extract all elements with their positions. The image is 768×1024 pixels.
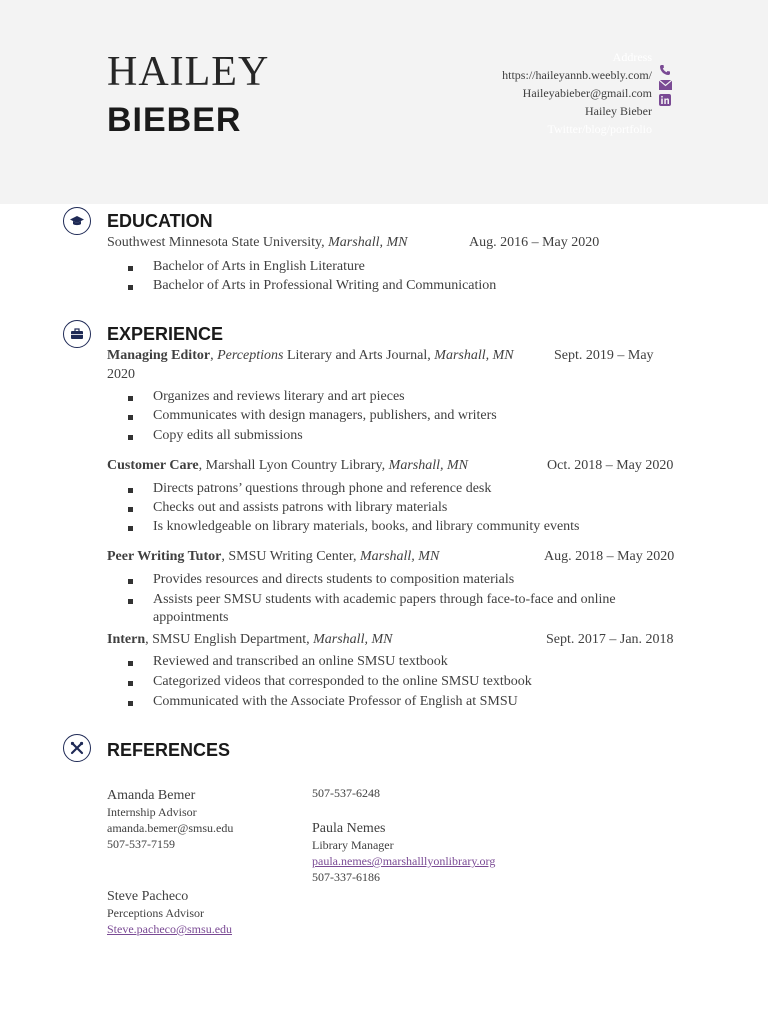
list-item-continued: appointments (153, 610, 229, 625)
job-header-customer-care: Customer Care, Marshall Lyon Country Library, Marshall, MN (107, 458, 468, 473)
phone-icon (659, 64, 671, 76)
job-dates-continued: 2020 (107, 367, 135, 382)
reference-extra-phone: 507-537-6248 (312, 786, 380, 800)
job-dates: Sept. 2019 – May (554, 348, 654, 363)
job-dates: Sept. 2017 – Jan. 2018 (546, 632, 674, 647)
contact-twitter[interactable]: Twitter/blog/portfolio (547, 122, 652, 136)
reference-paula: Paula Nemes Library Manager paula.nemes@marshalllyonlibrary.org 507-337-6186 (312, 821, 496, 884)
contact-block (502, 48, 652, 138)
contact-linkedin[interactable]: Hailey Bieber (585, 104, 652, 118)
education-dates: Aug. 2016 – May 2020 (469, 235, 600, 250)
job-dates: Aug. 2018 – May 2020 (544, 549, 675, 564)
experience-title: EXPERIENCE (107, 324, 224, 344)
job-dates: Oct. 2018 – May 2020 (547, 458, 674, 473)
job-header-managing-editor: Managing Editor, Perceptions Literary and Arts Journal, Marshall, MN (107, 348, 514, 363)
reference-email-link[interactable]: paula.nemes@marshalllyonlibrary.org (312, 854, 496, 868)
reference-steve: Steve Pacheco Perceptions Advisor Steve.pacheco@smsu.edu (107, 889, 233, 936)
experience-icon (63, 320, 91, 348)
education-title: EDUCATION (107, 211, 213, 231)
references-icon (63, 734, 91, 762)
contact-address: Address (612, 50, 652, 64)
first-name: HAILEY (107, 49, 270, 95)
header (0, 0, 768, 204)
contact-website[interactable]: https://haileyannb.weebly.com/ (502, 68, 652, 82)
reference-amanda: Amanda Bemer Internship Advisor amanda.bemer@smsu.edu 507-537-7159 (107, 788, 234, 851)
linkedin-icon (659, 94, 671, 106)
contact-icons (659, 64, 673, 110)
references-title: REFERENCES (107, 740, 231, 760)
education-icon (63, 207, 91, 235)
email-icon (659, 80, 672, 90)
job-header-peer-writing-tutor: Peer Writing Tutor, SMSU Writing Center, Marshall, MN (107, 549, 440, 564)
education-school-line (107, 235, 407, 251)
last-name: BIEBER (107, 101, 242, 139)
contact-email[interactable]: Haileyabieber@gmail.com (522, 86, 652, 100)
education-school: Southwest Minnesota State University, (107, 235, 329, 250)
reference-email-link[interactable]: Steve.pacheco@smsu.edu (107, 922, 233, 936)
job-header-intern: Intern, SMSU English Department, Marshall, MN (107, 632, 393, 647)
education-location: Marshall, MN (328, 235, 408, 250)
